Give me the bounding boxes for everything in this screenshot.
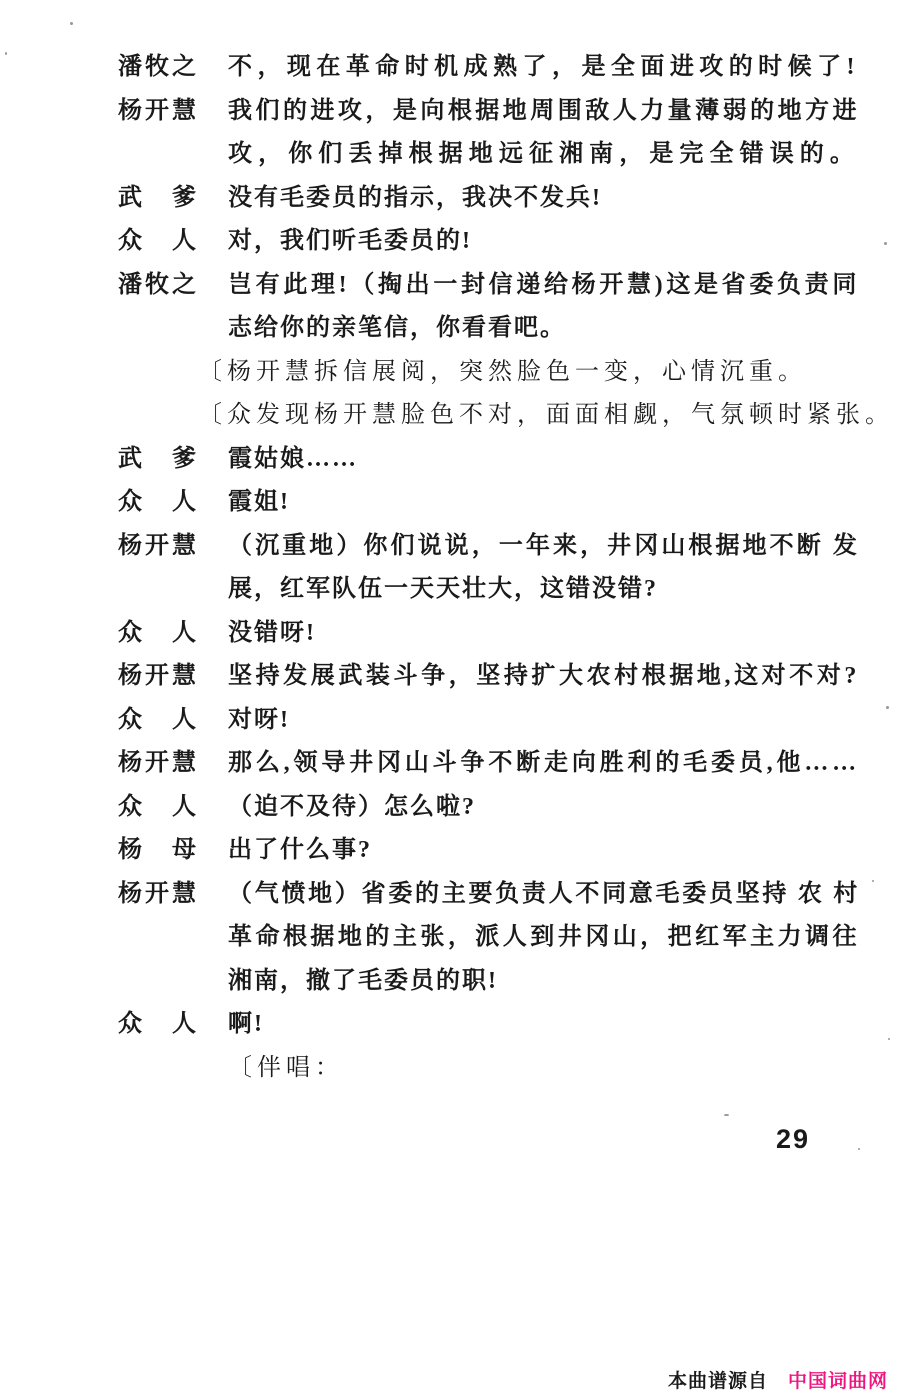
speaker-name: 杨 开 慧 bbox=[118, 97, 196, 124]
dialogue-row bbox=[118, 525, 878, 612]
stage-direction-text: 〔众发现杨开慧脸色不对，面面相觑，气氛顿时紧张。 bbox=[198, 402, 894, 428]
dialogue-text: 志给你的亲笔信，你看看吧。 bbox=[228, 315, 566, 341]
speaker-name: 杨 开 慧 bbox=[118, 880, 196, 907]
dialogue-row bbox=[118, 655, 878, 699]
scan-speck bbox=[5, 52, 7, 55]
speaker-name: 众 人 bbox=[118, 1011, 196, 1037]
scan-speck bbox=[884, 242, 887, 245]
scan-speck bbox=[724, 1114, 729, 1116]
dialogue-text: 没错呀! bbox=[228, 619, 316, 646]
speaker-name: 潘 牧 之 bbox=[118, 271, 196, 298]
speaker-name: 杨 开 慧 bbox=[118, 750, 196, 776]
dialogue-row bbox=[118, 699, 878, 743]
dialogue-row bbox=[118, 438, 878, 482]
speaker-name: 杨 开 慧 bbox=[118, 532, 196, 559]
dialogue-row bbox=[118, 177, 878, 221]
dialogue-text: 革命根据地的主张，派人到井冈山，把红军主力调往 bbox=[228, 924, 860, 950]
speaker-name: 众 人 bbox=[118, 228, 196, 254]
dialogue-text: （沉重地）你们说说，一年来，井冈山根据地不断 发 bbox=[228, 532, 860, 559]
dialogue-text: 岂有此理!（掏出一封信递给杨开慧)这是省委负责同 bbox=[228, 271, 860, 298]
dialogue-text: 不，现在革命时机成熟了，是全面进攻的时候了! bbox=[228, 54, 860, 80]
dialogue-text: （气愤地）省委的主要负责人不同意毛委员坚持 农 村 bbox=[228, 880, 860, 907]
footer-source-label: 本曲谱源自 bbox=[667, 1371, 768, 1392]
dialogue-row bbox=[118, 873, 878, 1004]
dialogue-text: 出了什么事? bbox=[228, 837, 372, 863]
speaker-name: 众 人 bbox=[118, 706, 196, 733]
dialogue-text: 攻，你们丢掉根据地远征湘南，是完全错误的。 bbox=[228, 141, 860, 167]
dialogue-row bbox=[118, 1003, 878, 1047]
stage-direction-row bbox=[118, 351, 878, 395]
dialogue-text: 没有毛委员的指示，我决不发兵! bbox=[228, 184, 602, 211]
dialogue-text: 那么,领导井冈山斗争不断走向胜利的毛委员,他…… bbox=[228, 750, 860, 776]
scan-speck bbox=[888, 1038, 890, 1040]
dialogue-row bbox=[118, 786, 878, 830]
dialogue-text: 坚持发展武装斗争，坚持扩大农村根据地,这对不对? bbox=[228, 663, 860, 689]
speaker-name: 杨 开 慧 bbox=[118, 663, 196, 689]
dialogue-row bbox=[118, 612, 878, 656]
speaker-name bbox=[118, 351, 196, 395]
dialogue-row bbox=[118, 220, 878, 264]
footer-watermark bbox=[668, 1366, 888, 1393]
scan-speck bbox=[886, 706, 889, 709]
scan-speck bbox=[70, 22, 73, 25]
stage-direction-row bbox=[118, 1047, 878, 1091]
dialogue-text: 对，我们听毛委员的! bbox=[228, 228, 472, 254]
stage-direction-text: 〔杨开慧拆信展阅，突然脸色一变，心情沉重。 bbox=[198, 358, 807, 385]
dialogue-text: 湘南，撤了毛委员的职! bbox=[228, 967, 498, 994]
dialogue-row bbox=[118, 264, 878, 351]
dialogue-row bbox=[118, 90, 878, 177]
dialogue-text: 霞姑娘…… bbox=[228, 445, 358, 472]
dialogue-text: 对呀! bbox=[228, 706, 290, 733]
dialogue-row bbox=[118, 481, 878, 525]
stage-direction-text: 〔伴唱： bbox=[228, 1054, 344, 1081]
dialogue-row bbox=[118, 46, 878, 90]
scan-speck bbox=[872, 880, 874, 882]
dialogue-text: 啊! bbox=[228, 1011, 264, 1037]
dialogue-text: 展，红军队伍一天天壮大，这错没错? bbox=[228, 576, 658, 602]
dialogue-row bbox=[118, 829, 878, 873]
speaker-name: 武 爹 bbox=[118, 184, 196, 211]
dialogue-text: （迫不及待）怎么啦? bbox=[228, 793, 476, 820]
speaker-name bbox=[118, 394, 196, 438]
speaker-name bbox=[118, 1047, 196, 1091]
speaker-name: 众 人 bbox=[118, 793, 196, 820]
speaker-name: 武 爹 bbox=[118, 445, 196, 472]
speaker-name: 潘 牧 之 bbox=[118, 54, 196, 80]
speaker-name: 杨 母 bbox=[118, 837, 196, 863]
dialogue-row bbox=[118, 742, 878, 786]
script-body bbox=[118, 46, 894, 1090]
stage-direction-row bbox=[118, 394, 894, 438]
scan-speck bbox=[858, 1148, 860, 1150]
page-number: 29 bbox=[776, 1124, 811, 1154]
speaker-name: 众 人 bbox=[118, 619, 196, 646]
footer-brand-link[interactable]: 中国词曲网 bbox=[787, 1371, 888, 1392]
speaker-name: 众 人 bbox=[118, 489, 196, 515]
dialogue-text: 霞姐! bbox=[228, 489, 290, 515]
dialogue-text: 我们的进攻，是向根据地周围敌人力量薄弱的地方进 bbox=[228, 97, 860, 124]
